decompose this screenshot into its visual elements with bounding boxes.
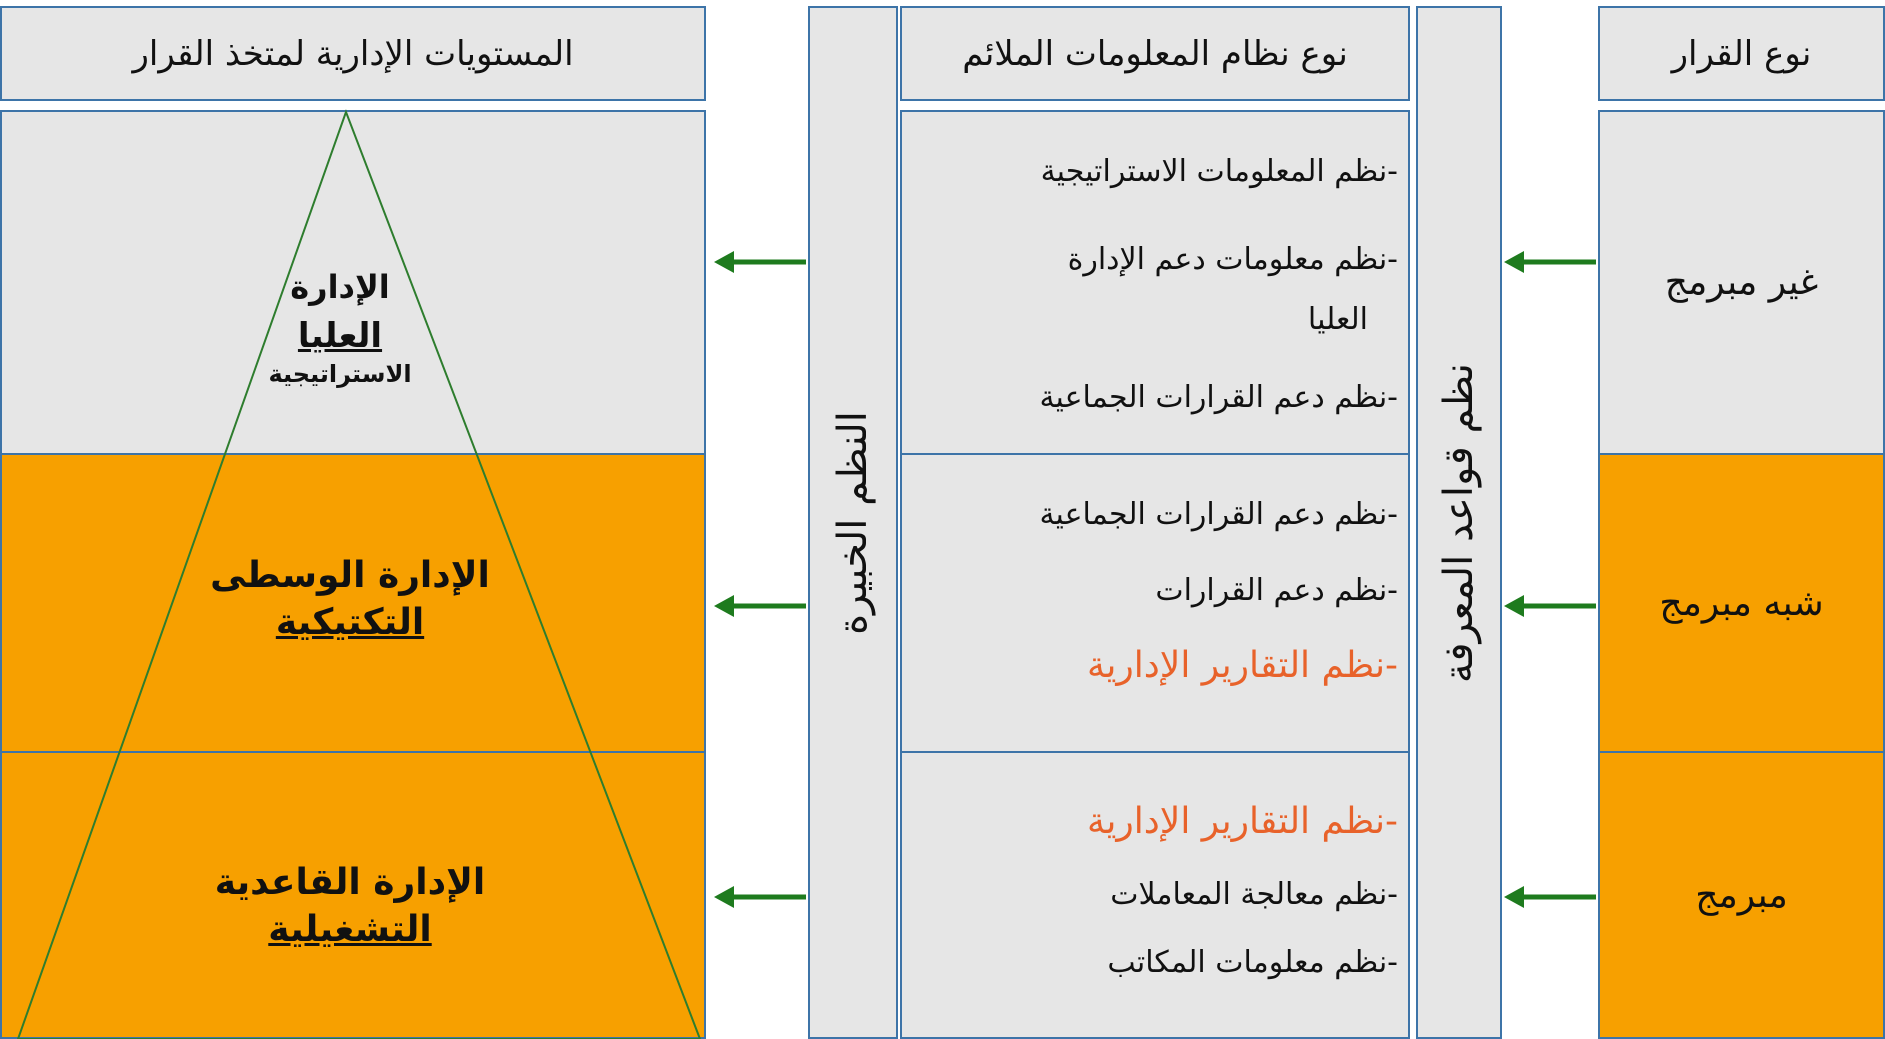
decision-type-header [1598,6,1885,101]
system-item: -نظم معالجة المعاملات [1110,877,1398,912]
system-type-header-text: نوع نظام المعلومات الملائم [962,33,1348,74]
level-middle-line1: الإدارة الوسطى [210,555,490,596]
expert-systems-bar [808,6,898,1039]
systems-middle-cell [900,453,1410,753]
decision-semiprogrammed [1598,453,1885,753]
arrow-expert-top [714,251,806,273]
level-top-label [240,268,440,388]
arrow-decision-middle [1504,595,1596,617]
knowledge-base-bar [1416,6,1502,1039]
level-lower-line1: الإدارة القاعدية [214,862,486,903]
decision-programmed [1598,751,1885,1039]
level-top-line1: الإدارة [290,268,390,306]
level-middle-line2: التكتيكية [275,602,425,643]
arrow-expert-middle [714,595,806,617]
arrow-expert-lower [714,886,806,908]
arrow-decision-lower [1504,886,1596,908]
decision-semiprogrammed-label: شبه مبرمج [1659,582,1824,624]
level-lower-label [190,862,510,950]
system-item-highlight: -نظم التقارير الإدارية [1087,645,1398,686]
system-item: -نظم المعلومات الاستراتيجية [1040,154,1398,189]
system-item: -نظم معلومات دعم الإدارة [1067,242,1398,277]
decision-nonprogrammed [1598,110,1885,455]
level-middle-label [190,555,510,643]
system-item: -نظم معلومات المكاتب [1107,945,1398,980]
system-item-cont: العليا [1307,302,1368,337]
expert-systems-label: النظم الخبيرة [830,410,876,635]
level-lower-line2: التشغيلية [268,909,432,950]
system-item-highlight: -نظم التقارير الإدارية [1087,801,1398,842]
levels-header-text: المستويات الإدارية لمتخذ القرار [132,33,574,74]
system-type-header [900,6,1410,101]
system-item: -نظم دعم القرارات [1155,573,1398,608]
system-item: -نظم دعم القرارات الجماعية [1039,380,1398,415]
level-top-line3: الاستراتيجية [268,360,412,388]
systems-lower-cell [900,751,1410,1039]
system-item: -نظم دعم القرارات الجماعية [1039,497,1398,532]
decision-programmed-label: مبرمج [1695,874,1788,916]
decision-nonprogrammed-label: غير مبرمج [1664,262,1819,303]
knowledge-base-label: نظم قواعد المعرفة [1436,362,1482,683]
decision-type-header-text: نوع القرار [1671,33,1812,74]
arrow-decision-top [1504,251,1596,273]
level-top-line2: العليا [297,316,383,356]
systems-top-cell [900,110,1410,455]
